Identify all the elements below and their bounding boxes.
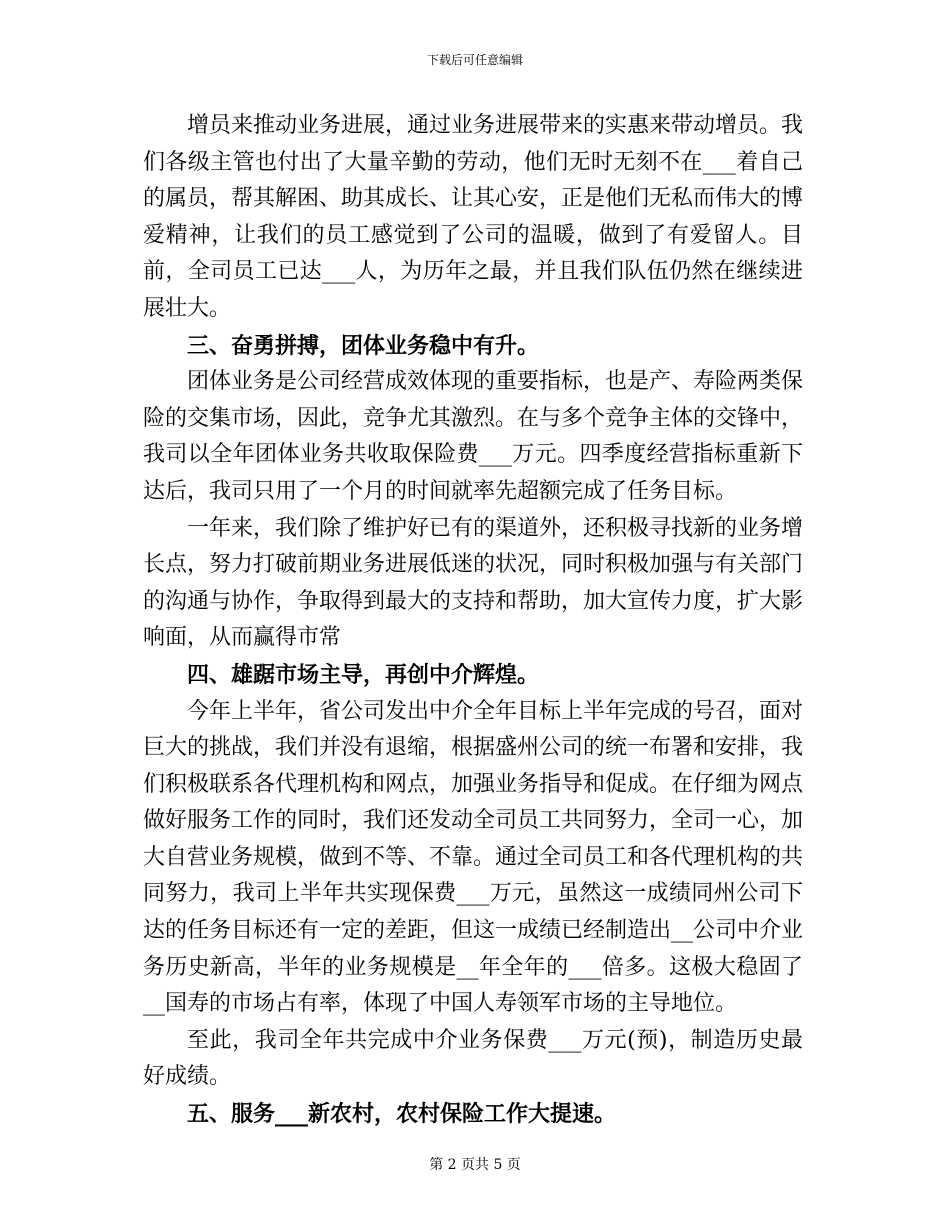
page-header: 下载后可任意编辑 — [426, 53, 523, 67]
paragraph-channels: 一年来，我们除了维护好已有的渠道外，还积极寻找新的业务增长点，努力打破前期业务进展低迷的状况，同时积极加强与有关部门的沟通与协作，争取得到最大的支持和帮助，加大宣传力度，扩大影响面，从而赢得市常 — [143, 515, 804, 651]
section-heading-4: 四、雄踞市场主导，再创中介辉煌。 — [187, 661, 540, 688]
page-number: 第 2 页共 5 页 — [429, 1157, 521, 1173]
paragraph-intermediary: 今年上半年，省公司发出中介全年目标上半年完成的号召，面对巨大的挑战，我们并没有退缩，根据盛州公司的统一布署和安排，我们积极联系各代理机构和网点，加强业务指导和促成。在仔细为网点做好服务工作的同时，我们还发动全司员工共同努力，全司一心，加大自营业务规模，做到不等、不靠。通过全司员工和各代理机构的共同努力，我司上半年共实现保费___万元，虽然这一成绩同州公司下达的任务目标还有一定的差距，但这一成绩已经制造出__公司中介业务历史新高，半年的业务规模是__年全年的___倍多。这极大稳固了__国寿的市场占有率，体现了中国人寿领军市场的主导地位。 — [143, 698, 804, 1017]
paragraph-recruitment: 增员来推动业务进展，通过业务进展带来的实惠来带动增员。我们各级主管也付出了大量辛勤的劳动，他们无时无刻不在___着自己的属员，帮其解困、助其成长、让其心安，正是他们无私而伟大的博爱精神，让我们的员工感觉到了公司的温暖，做到了有爱留人。目前，全司员工已达___人，为历年之最，并且我们队伍仍然在继续进展壮大。 — [143, 113, 804, 321]
paragraph-annual-total: 至此，我司全年共完成中介业务保费___万元(预)，制造历史最好成绩。 — [143, 1027, 803, 1090]
document-body — [143, 108, 803, 1133]
paragraph-group-business: 团体业务是公司经营成效体现的重要指标，也是产、寿险两类保险的交集市场，因此，竞争尤其激烈。在与多个竞争主体的交锋中，我司以全年团体业务共收取保险费___万元。四季度经营指标重新下达后，我司只用了一个月的时间就率先超额完成了任务目标。 — [143, 369, 804, 504]
section-heading-5: 五、服务___新农村，农村保险工作大提速。 — [187, 1101, 617, 1128]
section-heading-3: 三、奋勇拼搏，团体业务稳中有升。 — [187, 332, 540, 359]
